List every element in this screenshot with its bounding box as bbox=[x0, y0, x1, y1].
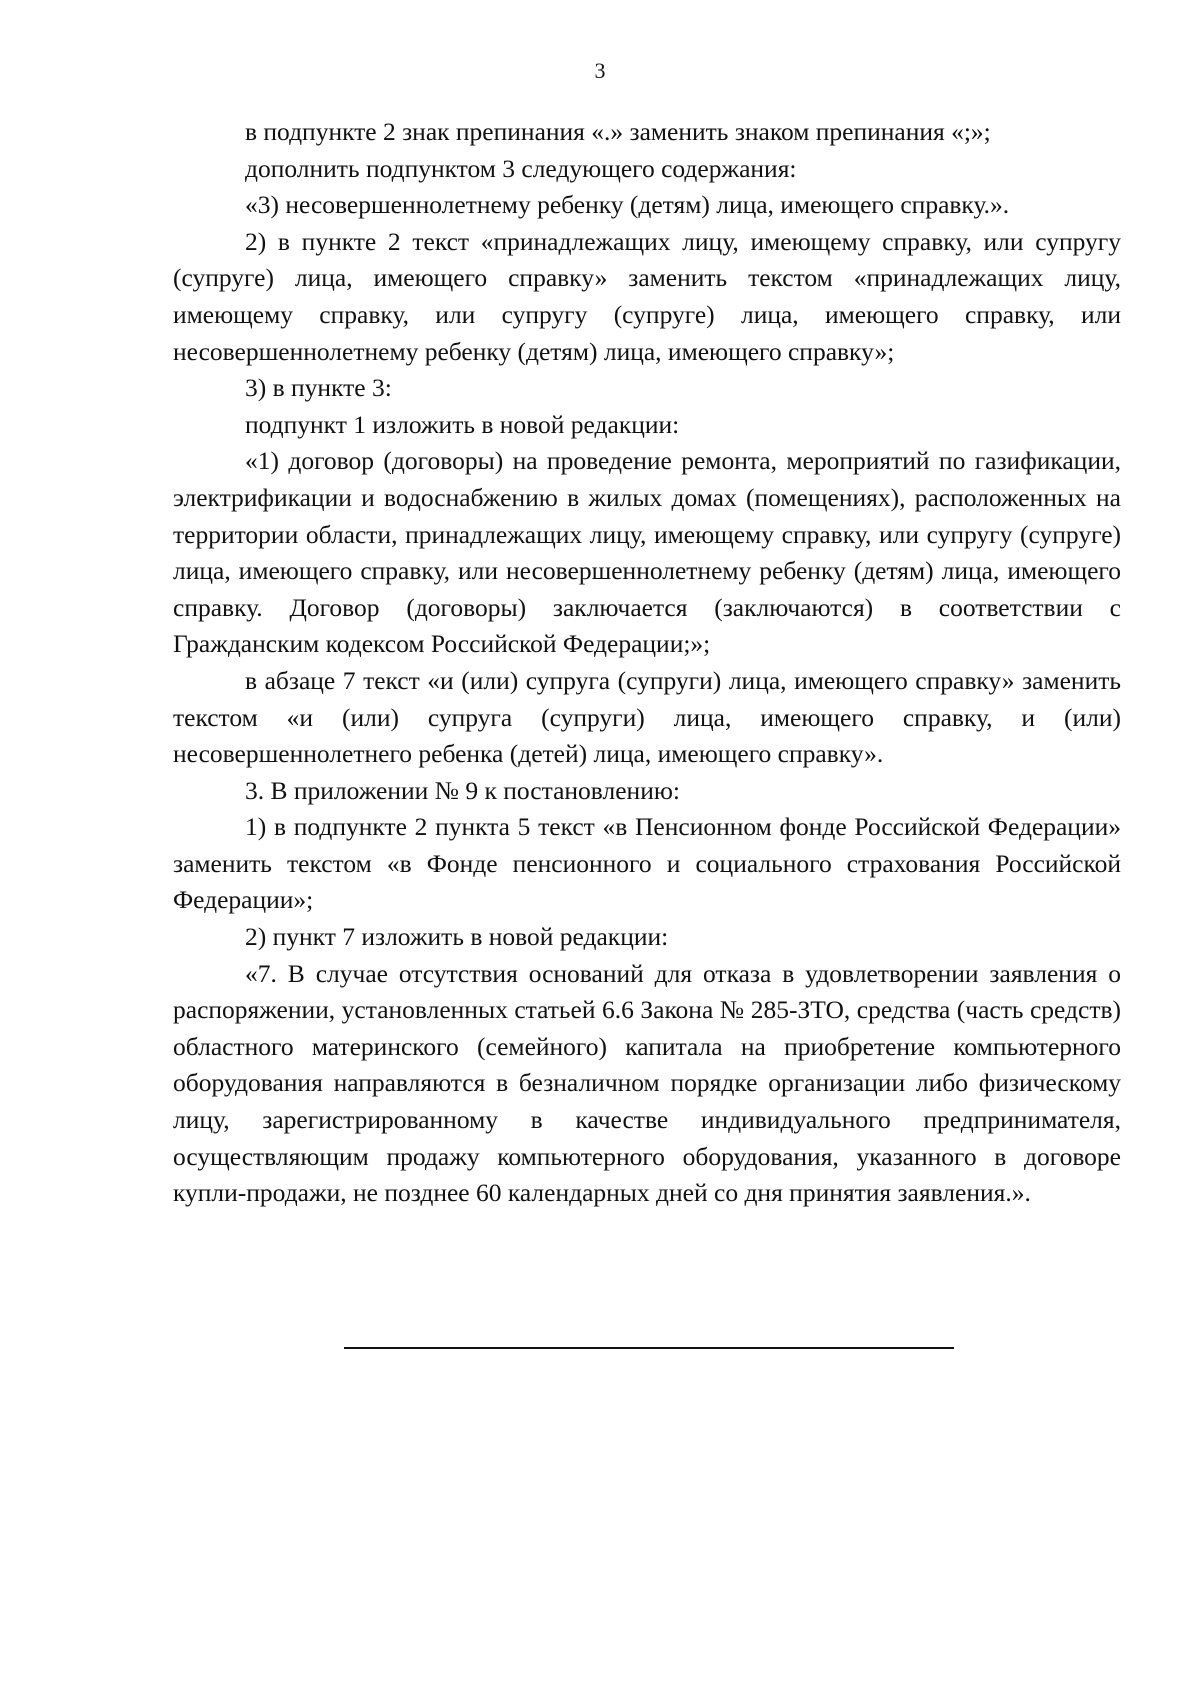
paragraph-8: в абзаце 7 текст «и (или) супруга (супруги) лица, имеющего справку» заменить текстом «и (или) супруга (супруги) лица, имеющего справку, и (или) несовершеннолетнего ребенка (детей) лица, имеющего справку». bbox=[173, 665, 1121, 769]
paragraph-10: 1) в подпункте 2 пункта 5 текст «в Пенсионном фонде Российской Федерации» заменить текстом «в Фонде пенсионного и социального страхования Российской Федерации»; bbox=[173, 812, 1121, 915]
paragraph-1: в подпункте 2 знак препинания «.» заменить знаком препинания «;»; bbox=[245, 117, 991, 146]
paragraph-7: «1) договор (договоры) на проведение ремонта, мероприятий по газификации, электрификации и водоснабжению в жилых домах (помещениях), расположенных на территории области, принадлежащих лицу, имеющему справку, или супругу (супруге) лица, имеющего справку, или несовершеннолетнему ребенку (детям) лица, имеющего справку. Договор (договоры) заключается (заключаются) в соответствии с Гражданским кодексом Российской Федерации;»; bbox=[173, 446, 1121, 659]
paragraph-3: «3) несовершеннолетнему ребенку (детям) лица, имеющего справку.». bbox=[245, 190, 1010, 220]
paragraph-5: 3) в пункте 3: bbox=[245, 373, 392, 403]
paragraph-12: «7. В случае отсутствия оснований для отказа в удовлетворении заявления о распоряжении, установленных статьей 6.6 Закона № 285-ЗТО, средства (часть средств) областного материнского (семейного) капитала на приобретение компьютерного оборудования направляются в безналичном порядке организации либо физическому лицу, зарегистрированному в качестве индивидуального предпринимателя, осуществляющим продажу компьютерного оборудования, указанного в договоре купли-продажи, не позднее 60 календарных дней со дня принятия заявления.». bbox=[173, 958, 1121, 1208]
document-body bbox=[173, 114, 1121, 1212]
paragraph-4: 2) в пункте 2 текст «принадлежащих лицу, имеющему справку, или супругу (супруге) лица, имеющего справку» заменить текстом «принадлежащих лицу, имеющему справку, или супругу (супруге) лица, имеющего справку, или несовершеннолетнему ребенку (детям) лица, имеющего справку»; bbox=[173, 226, 1121, 366]
end-of-text-rule bbox=[344, 1347, 954, 1349]
page-number: 3 bbox=[594, 58, 606, 83]
paragraph-6: подпункт 1 изложить в новой редакции: bbox=[245, 409, 680, 439]
paragraph-9: 3. В приложении № 9 к постановлению: bbox=[245, 775, 680, 805]
paragraph-11: 2) пункт 7 изложить в новой редакции: bbox=[245, 922, 669, 952]
paragraph-2: дополнить подпунктом 3 следующего содержания: bbox=[245, 153, 797, 183]
